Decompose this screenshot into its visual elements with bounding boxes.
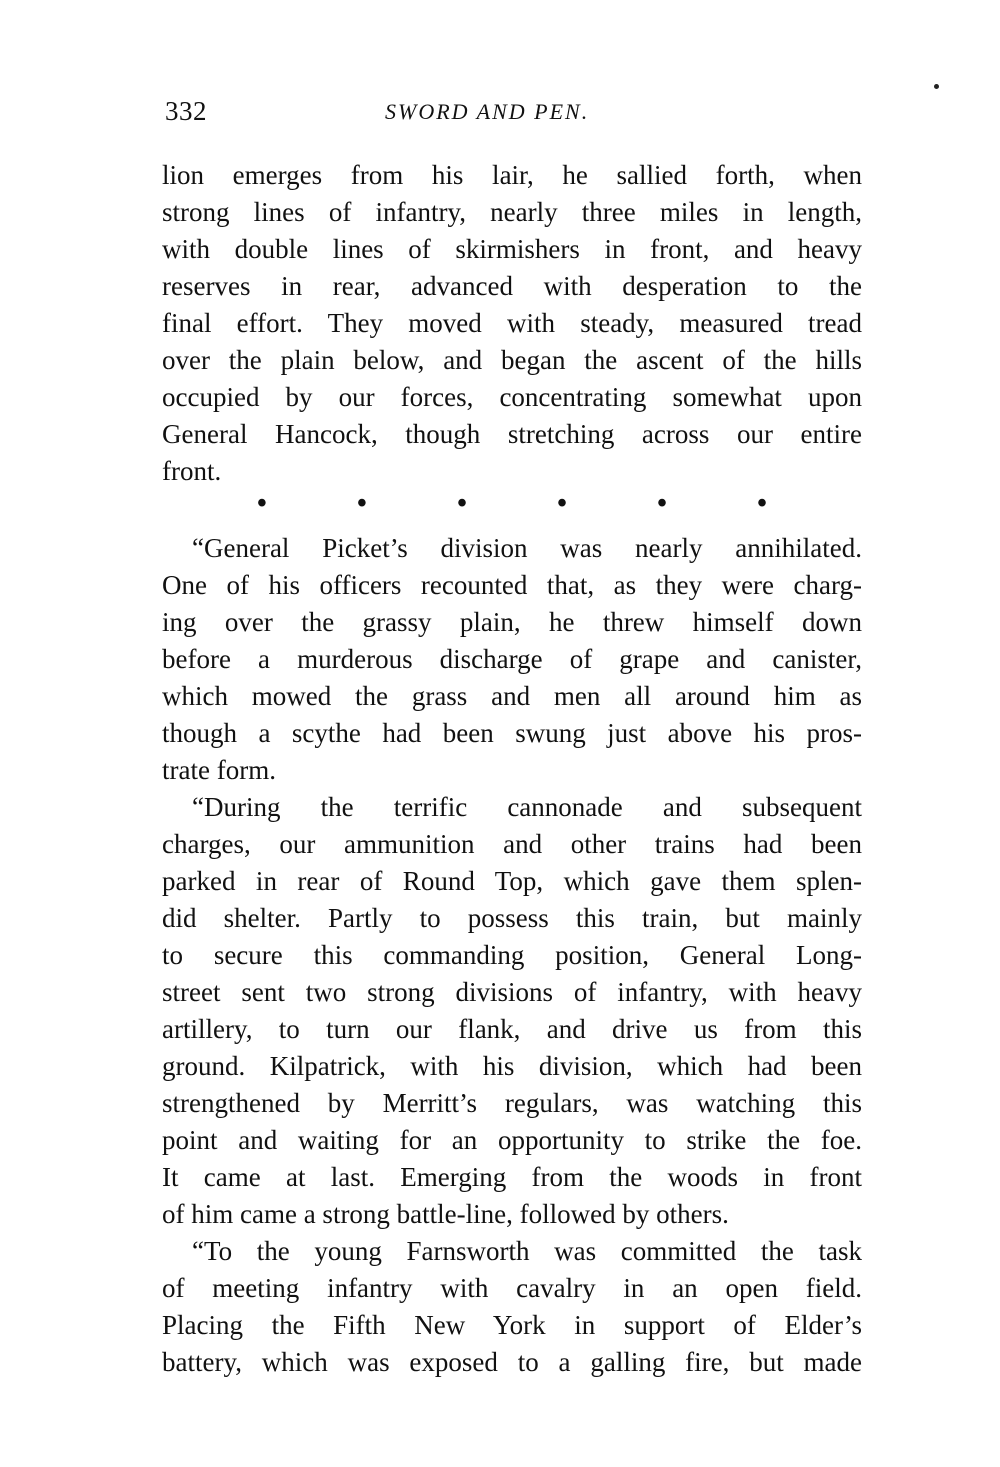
- body-text: [162, 157, 862, 1381]
- text-line: strengthened by Merritt’s regulars, was watching this: [162, 1088, 862, 1118]
- text-line: street sent two strong divisions of infantry, with heavy: [162, 977, 862, 1007]
- text-line: front.: [162, 456, 222, 486]
- text-line: before a murderous discharge of grape and canister,: [162, 644, 862, 674]
- text-line: parked in rear of Round Top, which gave them splen-: [162, 866, 862, 896]
- text-line: with double lines of skirmishers in front, and heavy: [162, 234, 862, 264]
- text-line: point and waiting for an opportunity to strike the foe.: [162, 1125, 862, 1155]
- text-line: trate form.: [162, 755, 276, 785]
- running-head: SWORD AND PEN.: [385, 99, 590, 124]
- text-line: lion emerges from his lair, he sallied forth, when: [162, 160, 862, 190]
- paragraph-2: [162, 530, 862, 789]
- page-number: 332: [165, 96, 207, 126]
- ellipsis-dot: •: [257, 488, 267, 519]
- text-line: final effort. They moved with steady, measured tread: [162, 308, 862, 338]
- ellipsis-dot: •: [757, 488, 767, 519]
- text-line: over the plain below, and began the ascent of the hills: [162, 345, 862, 375]
- text-line: artillery, to turn our flank, and drive us from this: [162, 1014, 862, 1044]
- text-line: which mowed the grass and men all around him as: [162, 681, 862, 711]
- text-line: of him came a strong battle-line, followed by others.: [162, 1199, 729, 1229]
- page-header: [160, 96, 860, 136]
- text-line: strong lines of infantry, nearly three miles in length,: [162, 197, 862, 227]
- text-line: battery, which was exposed to a galling fire, but made: [162, 1347, 862, 1377]
- text-line: charges, our ammunition and other trains had been: [162, 829, 862, 859]
- text-line: It came at last. Emerging from the woods in front: [162, 1162, 862, 1192]
- text-line: “To the young Farnsworth was committed the task: [192, 1236, 862, 1266]
- text-line: One of his officers recounted that, as they were charg-: [162, 570, 862, 600]
- text-line: Placing the Fifth New York in support of Elder’s: [162, 1310, 862, 1340]
- text-line: “General Picket’s division was nearly annihilated.: [192, 533, 862, 563]
- paragraph-4: [162, 1233, 862, 1381]
- text-line: of meeting infantry with cavalry in an open field.: [162, 1273, 862, 1303]
- ink-speck: [934, 84, 939, 89]
- ellipsis-dot: •: [557, 488, 567, 519]
- paragraph-3: [162, 789, 862, 1233]
- text-line: General Hancock, though stretching across our entire: [162, 419, 862, 449]
- text-line: to secure this commanding position, General Long-: [162, 940, 862, 970]
- ellipsis-dot: •: [657, 488, 667, 519]
- ellipsis-dot: •: [357, 488, 367, 519]
- text-line: though a scythe had been swung just above his pros-: [162, 718, 862, 748]
- text-line: ground. Kilpatrick, with his division, which had been: [162, 1051, 862, 1081]
- text-line: reserves in rear, advanced with desperation to the: [162, 271, 862, 301]
- text-line: did shelter. Partly to possess this train, but mainly: [162, 903, 862, 933]
- text-line: ing over the grassy plain, he threw himself down: [162, 607, 862, 637]
- text-line: “During the terrific cannonade and subsequent: [192, 792, 862, 822]
- paragraph-1: [162, 157, 862, 490]
- ellipsis-dot: •: [457, 488, 467, 519]
- section-break-dots: [162, 490, 862, 530]
- text-line: occupied by our forces, concentrating somewhat upon: [162, 382, 862, 412]
